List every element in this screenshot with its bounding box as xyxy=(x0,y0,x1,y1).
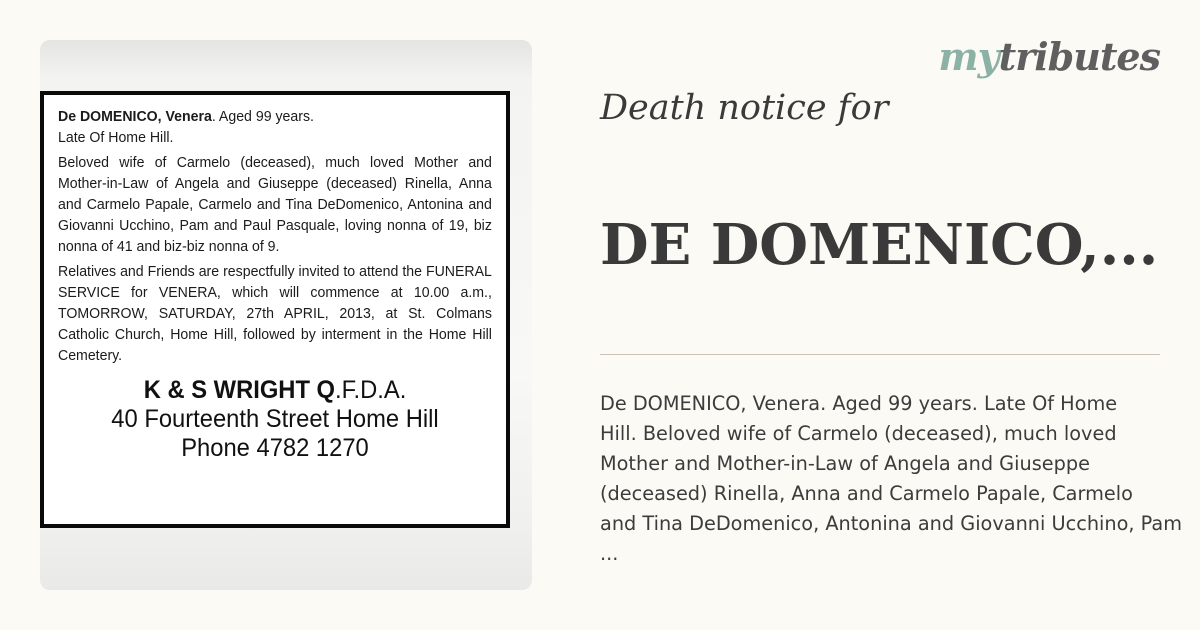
page-title: DE DOMENICO,... xyxy=(600,212,1159,278)
excerpt-line: Hill. Beloved wife of Carmelo (deceased), much loved xyxy=(600,422,1117,445)
divider xyxy=(600,354,1160,355)
funeral-director-address: 40 Fourteenth Street Home Hill xyxy=(111,405,439,433)
notice-residence: Late Of Home Hill. xyxy=(58,129,174,146)
notice-deceased-name: De DOMENICO, Venera xyxy=(58,108,212,125)
notice-age: . Aged 99 years. xyxy=(211,108,314,125)
funeral-director-block xyxy=(69,376,481,463)
logo-suffix: tributes xyxy=(998,34,1160,79)
funeral-director-name: K & S WRIGHT Q.F.D.A. xyxy=(143,376,407,404)
excerpt-line: and Tina DeDomenico, Antonina and Giovanni Ucchino, Pam xyxy=(600,512,1183,535)
notice-funeral-paragraph: Relatives and Friends are respectfully invited to attend the FUNERAL SERVICE for VENERA, which will commence at 10.00 a.m., TOMORROW, SATURDAY, 27th APRIL, 2013, at St. Colmans Catholic Church, Home Hill, followed by interment in the Home Hill Cemetery. xyxy=(58,263,492,364)
notice-image-card xyxy=(40,40,532,590)
notice-family-paragraph: Beloved wife of Carmelo (deceased), much loved Mother and Mother-in-Law of Angela and Giuseppe (deceased) Rinella, Anna and Carmelo Papale, Carmelo and Tina DeDomenico, Antonina and Giovanni Ucchino, Pam and Paul Pasquale, loving nonna of 19, biz nonna of 41 and biz-biz nonna of 9. xyxy=(58,154,492,255)
logo-prefix: my xyxy=(938,34,999,79)
excerpt-line: Mother and Mother-in-Law of Angela and Giuseppe xyxy=(600,452,1090,475)
newspaper-notice xyxy=(40,91,510,528)
excerpt-line: De DOMENICO, Venera. Aged 99 years. Late Of Home xyxy=(600,392,1118,415)
page-tagline: Death notice for xyxy=(600,88,889,128)
notice-excerpt xyxy=(600,389,1200,574)
mytributes-logo[interactable] xyxy=(938,34,1160,79)
funeral-director-phone: Phone 4782 1270 xyxy=(181,434,369,462)
notice-heading xyxy=(58,106,492,127)
excerpt-line: (deceased) Rinella, Anna and Carmelo Papale, Carmelo xyxy=(600,482,1133,505)
excerpt-line: ... xyxy=(600,542,619,565)
